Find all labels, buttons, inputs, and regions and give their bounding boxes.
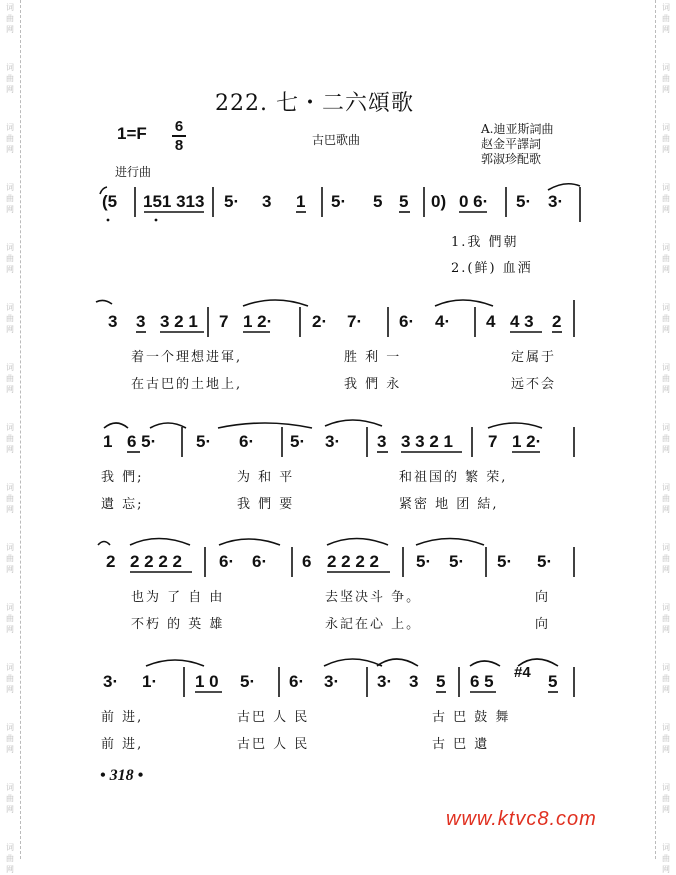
note: 6 5· bbox=[127, 432, 157, 451]
note: 2 bbox=[552, 312, 562, 331]
note: 3 bbox=[108, 312, 118, 331]
note: 7 bbox=[488, 432, 498, 451]
lyric-verse-1: 定属于 bbox=[511, 350, 557, 365]
note: 5· bbox=[449, 552, 465, 571]
note: (5 bbox=[102, 192, 118, 211]
note: 1 bbox=[296, 192, 306, 211]
note: 3 bbox=[409, 672, 419, 691]
slur bbox=[243, 300, 308, 306]
watermark-text: 词 曲 网 bbox=[662, 243, 670, 274]
watermark-text: 词 曲 网 bbox=[6, 483, 14, 514]
lyric-verse-1: 为 和 平 bbox=[237, 470, 295, 485]
slur bbox=[146, 660, 204, 666]
genre-label: 古巴歌曲 bbox=[312, 133, 361, 147]
lyric-verse-1: 胜 利 一 bbox=[344, 350, 402, 365]
slur bbox=[104, 423, 128, 428]
note: 6 bbox=[302, 552, 312, 571]
note: 2 bbox=[106, 552, 116, 571]
note: 3· bbox=[548, 192, 564, 211]
note: 3· bbox=[103, 672, 119, 691]
note: 1 2· bbox=[243, 312, 273, 331]
watermark-text: 词 曲 网 bbox=[662, 723, 670, 754]
lyric-verse-2: 永記在心 上。 bbox=[325, 617, 422, 632]
watermark-text: 词 曲 网 bbox=[662, 363, 670, 394]
note: 5· bbox=[290, 432, 306, 451]
slur bbox=[98, 542, 110, 546]
note: 5 bbox=[436, 672, 446, 691]
watermark-text: 词 曲 网 bbox=[6, 543, 14, 574]
time-numerator: 6 bbox=[174, 118, 184, 135]
note: 1 bbox=[103, 432, 113, 451]
note: 5· bbox=[240, 672, 256, 691]
watermark-text: 词 曲 网 bbox=[662, 423, 670, 454]
slur bbox=[518, 659, 558, 666]
lyric-verse-1: 古 巴 鼓 舞 bbox=[432, 710, 511, 725]
note: 5· bbox=[416, 552, 432, 571]
lyric-verse-2: 古巴 人 民 bbox=[237, 737, 310, 752]
lyric-verse-1: 向 bbox=[535, 590, 551, 605]
slur bbox=[219, 539, 280, 545]
octave-dot bbox=[107, 219, 110, 222]
slur bbox=[150, 423, 186, 428]
watermark-text: 词 曲 网 bbox=[662, 183, 670, 214]
watermark-text: 词 曲 网 bbox=[662, 603, 670, 634]
watermark-text: 词 曲 网 bbox=[662, 483, 670, 514]
note: 5· bbox=[196, 432, 212, 451]
lyric-verse-1: 1.我 們朝 bbox=[451, 235, 519, 250]
lyric-verse-1: 去坚决斗 争。 bbox=[325, 590, 422, 605]
note: 7· bbox=[347, 312, 363, 331]
note: 5· bbox=[331, 192, 347, 211]
note: 1 0 bbox=[195, 672, 219, 691]
watermark-text: 词 曲 网 bbox=[662, 783, 670, 814]
lyric-verse-2: 古 巴 遺 bbox=[432, 737, 490, 752]
watermark-text: 词 曲 网 bbox=[6, 663, 14, 694]
watermark-text: 词 曲 网 bbox=[6, 123, 14, 154]
note: 6· bbox=[219, 552, 235, 571]
octave-dot bbox=[155, 219, 158, 222]
slur bbox=[325, 420, 382, 426]
note: 4 bbox=[486, 312, 496, 331]
note: 2 2 2 2 bbox=[130, 552, 182, 571]
watermark-text: 词 曲 网 bbox=[6, 303, 14, 334]
note: 6· bbox=[289, 672, 305, 691]
watermark-text: 词 曲 网 bbox=[6, 3, 14, 34]
slur bbox=[435, 300, 493, 306]
time-denominator: 8 bbox=[174, 137, 184, 154]
note: 1 2· bbox=[512, 432, 542, 451]
credit-translator: 赵金平譯詞 bbox=[481, 137, 542, 151]
note: 0 6· bbox=[459, 192, 489, 211]
note: 6· bbox=[239, 432, 255, 451]
lyric-verse-2: 遺 忘; bbox=[101, 497, 144, 512]
watermark-text: 词 曲 网 bbox=[662, 123, 670, 154]
lyric-verse-2: 我 們 永 bbox=[344, 377, 402, 392]
slur bbox=[416, 539, 484, 546]
watermark-text: 词 曲 网 bbox=[6, 243, 14, 274]
note: 3 3 2 1 bbox=[401, 432, 453, 451]
watermark-text: 词 曲 网 bbox=[662, 3, 670, 34]
note: 7 bbox=[219, 312, 229, 331]
note: 2 2 2 2 bbox=[327, 552, 379, 571]
note: 3 bbox=[377, 432, 387, 451]
slur bbox=[327, 539, 388, 546]
watermark-text: 词 曲 网 bbox=[662, 663, 670, 694]
slur bbox=[130, 539, 190, 546]
watermark-text: 词 曲 网 bbox=[662, 303, 670, 334]
watermark-text: 词 曲 网 bbox=[6, 603, 14, 634]
note: 5· bbox=[516, 192, 532, 211]
note: 6· bbox=[399, 312, 415, 331]
page-number: • 318 • bbox=[100, 767, 144, 784]
watermark-text: 词 曲 网 bbox=[662, 843, 670, 874]
note: 5 bbox=[373, 192, 383, 211]
watermark-text: 词 曲 网 bbox=[6, 363, 14, 394]
note: 6· bbox=[252, 552, 268, 571]
lyric-verse-1: 和祖国的 繁 荣, bbox=[399, 470, 508, 485]
credit-arranger: 郭淑珍配歌 bbox=[481, 152, 542, 166]
watermark-text: 词 曲 网 bbox=[662, 63, 670, 94]
slur bbox=[488, 423, 542, 428]
lyric-verse-2: 远不会 bbox=[511, 377, 557, 392]
lyric-verse-2: 在古巴的土地上, bbox=[131, 377, 243, 392]
watermark-text: 词 曲 网 bbox=[6, 843, 14, 874]
note: 5 bbox=[548, 672, 558, 691]
site-watermark-url: www.ktvc8.com bbox=[446, 808, 597, 830]
slur bbox=[470, 661, 500, 666]
note: 4 3 bbox=[510, 312, 534, 331]
note: 5· bbox=[497, 552, 513, 571]
note: 5· bbox=[537, 552, 553, 571]
note: 1· bbox=[142, 672, 158, 691]
note: 5 bbox=[399, 192, 409, 211]
lyric-verse-1: 古巴 人 民 bbox=[237, 710, 310, 725]
credit-composer: A.迪亚斯詞曲 bbox=[481, 122, 554, 136]
note: 3· bbox=[324, 672, 340, 691]
note: 3· bbox=[325, 432, 341, 451]
lyric-verse-2: 紧密 地 团 結, bbox=[399, 497, 499, 512]
lyric-verse-1: 也为 了 自 由 bbox=[131, 590, 225, 605]
tempo-marking: 进行曲 bbox=[115, 165, 152, 179]
watermark-text: 词 曲 网 bbox=[6, 783, 14, 814]
watermark-text: 词 曲 网 bbox=[6, 63, 14, 94]
note: 5· bbox=[224, 192, 240, 211]
song-title: 222. 七・二六頌歌 bbox=[215, 91, 414, 116]
lyric-verse-2: 向 bbox=[535, 617, 551, 632]
note: 0) bbox=[431, 192, 447, 211]
lyric-verse-1: 着一个理想进軍, bbox=[131, 350, 243, 365]
note: 3· bbox=[377, 672, 393, 691]
watermark-text: 词 曲 网 bbox=[6, 183, 14, 214]
note: 151 313 bbox=[143, 192, 205, 211]
note: #4 bbox=[514, 664, 531, 681]
slur bbox=[218, 423, 312, 428]
note: 6 5 bbox=[470, 672, 494, 691]
note: 3 bbox=[262, 192, 272, 211]
lyric-verse-2: 前 进, bbox=[101, 737, 144, 752]
key-signature: 1=F bbox=[117, 124, 147, 143]
lyric-verse-1: 我 們; bbox=[101, 470, 144, 485]
slur bbox=[100, 187, 107, 194]
watermark-text: 词 曲 网 bbox=[6, 723, 14, 754]
note: 2· bbox=[312, 312, 328, 331]
note: 3 2 1 bbox=[160, 312, 198, 331]
note: 3 bbox=[136, 312, 146, 331]
note: 4· bbox=[435, 312, 451, 331]
watermark-text: 词 曲 网 bbox=[6, 423, 14, 454]
watermark-text: 词 曲 网 bbox=[662, 543, 670, 574]
slur bbox=[377, 659, 418, 666]
tie bbox=[96, 300, 112, 304]
slur bbox=[324, 659, 382, 666]
lyric-verse-2: 2.(鲜) 血洒 bbox=[451, 261, 533, 276]
slur bbox=[548, 184, 580, 190]
lyric-verse-2: 我 們 要 bbox=[237, 497, 295, 512]
lyric-verse-1: 前 进, bbox=[101, 710, 144, 725]
lyric-verse-2: 不朽 的 英 雄 bbox=[131, 617, 225, 632]
